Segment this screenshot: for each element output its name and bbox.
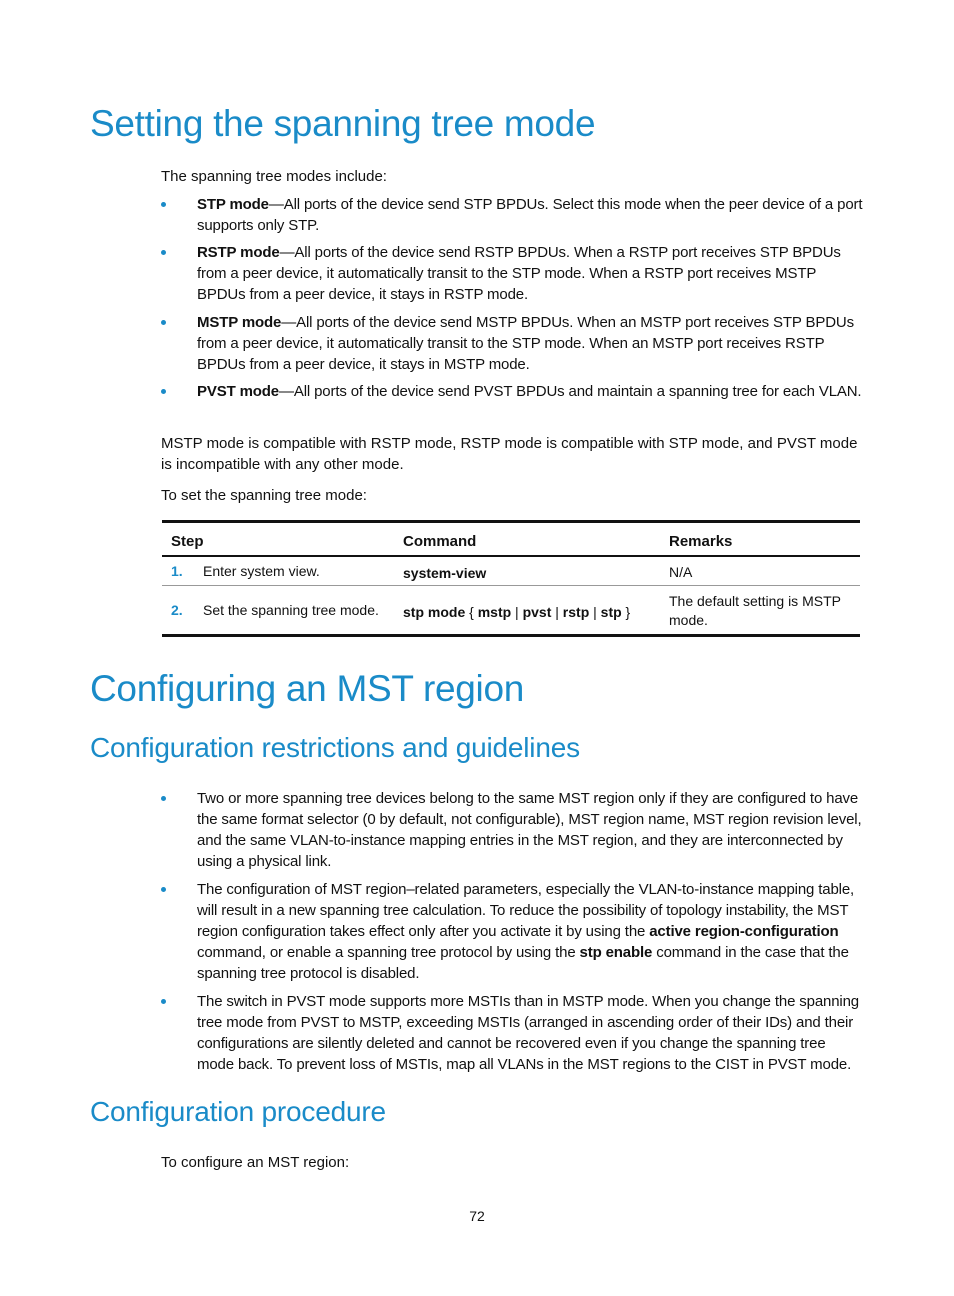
desc-pvst-mode: —All ports of the device send PVST BPDUs and maintain a spanning tree for each VLAN.	[279, 383, 862, 400]
cmd-keyword: stp mode	[403, 604, 466, 620]
bullet-icon	[161, 389, 166, 394]
desc-stp-mode: —All ports of the device send STP BPDUs. Select this mode when the peer device of a port supports only STP.	[197, 196, 863, 234]
guideline-text: Two or more spanning tree devices belong to the same MST region only if they are configured to have the same format selector (0 by default, not configurable), MST region name, MST region revision level, and the same VLAN-to-instance mapping entries in the MST region, and they are interconnected by using a physical link.	[197, 790, 862, 870]
keyword: stp enable	[579, 944, 653, 961]
term-stp-mode: STP mode	[197, 196, 269, 213]
text-run: The configuration of MST region–related parameters, especially the VLAN-to-instance mapping table, will result in a new spanning tree calculation. To reduce the possibility of topology instability, the MST region configuration takes effect only after you activate it by using the	[197, 881, 855, 940]
bullet-mstp-mode	[161, 312, 865, 375]
table-row	[162, 586, 860, 637]
keyword: active region-configuration	[649, 923, 839, 940]
cmd-separator: |	[511, 604, 523, 620]
guideline-item	[161, 991, 865, 1075]
step-number: 2.	[171, 602, 183, 618]
guideline-text	[197, 879, 865, 984]
subsection-title-procedure: Configuration procedure	[90, 1096, 386, 1127]
header-remarks: Remarks	[669, 533, 733, 550]
bullet-icon	[161, 999, 166, 1004]
desc-mstp-mode: —All ports of the device send MSTP BPDUs. When an MSTP port receives STP BPDUs from a peer device, it automatically transit to the STP mode. When an MSTP port receives RSTP BPDUs from a peer device, it stays in MSTP mode.	[197, 314, 854, 373]
modes-intro: The spanning tree modes include:	[161, 168, 387, 185]
guideline-text: The switch in PVST mode supports more MSTIs than in MSTP mode. When you change the spanning tree mode from PVST to MSTP, exceeding MSTIs (arranged in ascending order of their IDs) and their configurations are silently deleted and cannot be recovered even if you change the spanning tree mode back. To prevent loss of MSTIs, map all VLANs in the MST regions to the CIST in PVST mode.	[197, 993, 859, 1073]
term-pvst-mode: PVST mode	[197, 383, 279, 400]
command-text: system-view	[403, 565, 487, 581]
cmd-keyword: rstp	[562, 604, 590, 620]
compatibility-note: MSTP mode is compatible with RSTP mode, RSTP mode is compatible with STP mode, and PVST mode is incompatible with any other mode.	[161, 435, 858, 473]
bullet-rstp-mode	[161, 242, 865, 305]
guideline-item	[161, 879, 865, 984]
bullet-icon	[161, 250, 166, 255]
header-step: Step	[171, 533, 204, 550]
subsection-title-restrictions: Configuration restrictions and guidelines	[90, 732, 580, 763]
bullet-icon	[161, 796, 166, 801]
cmd-brace: }	[621, 604, 631, 620]
term-rstp-mode: RSTP mode	[197, 244, 280, 261]
cmd-brace: {	[465, 604, 478, 620]
step-number: 1.	[171, 563, 183, 579]
guideline-item	[161, 788, 865, 872]
command-text	[403, 604, 630, 620]
text-run: command, or enable a spanning tree protocol by using the	[197, 944, 580, 961]
remarks-text: N/A	[669, 564, 693, 580]
bullet-pvst-mode	[161, 381, 865, 402]
header-command: Command	[403, 533, 477, 550]
bullet-icon	[161, 320, 166, 325]
cmd-separator: |	[551, 604, 563, 620]
cmd-keyword: pvst	[522, 604, 552, 620]
term-mstp-mode: MSTP mode	[197, 314, 282, 331]
cmd-keyword: stp	[600, 604, 622, 620]
spanning-tree-mode-table	[162, 520, 860, 637]
section-title-spanning-tree-mode: Setting the spanning tree mode	[90, 103, 596, 144]
desc-rstp-mode: —All ports of the device send RSTP BPDUs. When a RSTP port receives STP BPDUs from a peer device, it automatically transit to the STP mode. When a RSTP port receives MSTP BPDUs from a peer device, it stays in RSTP mode.	[197, 244, 841, 303]
table-row	[162, 557, 860, 586]
remarks-text: The default setting is MSTP mode.	[669, 593, 841, 628]
text-run: command in the case that the spanning tree protocol is disabled.	[197, 944, 849, 982]
step-description: Enter system view.	[203, 563, 320, 579]
procedure-intro: To configure an MST region:	[161, 1154, 350, 1171]
bullet-stp-mode	[161, 194, 865, 236]
cmd-separator: |	[589, 604, 601, 620]
to-set-intro: To set the spanning tree mode:	[161, 487, 367, 504]
table-header	[162, 523, 860, 557]
page-number: 72	[469, 1208, 485, 1224]
bullet-icon	[161, 887, 166, 892]
step-description: Set the spanning tree mode.	[203, 602, 379, 618]
cmd-keyword: mstp	[477, 604, 512, 620]
section-title-mst-region: Configuring an MST region	[90, 668, 525, 709]
bullet-icon	[161, 202, 166, 207]
